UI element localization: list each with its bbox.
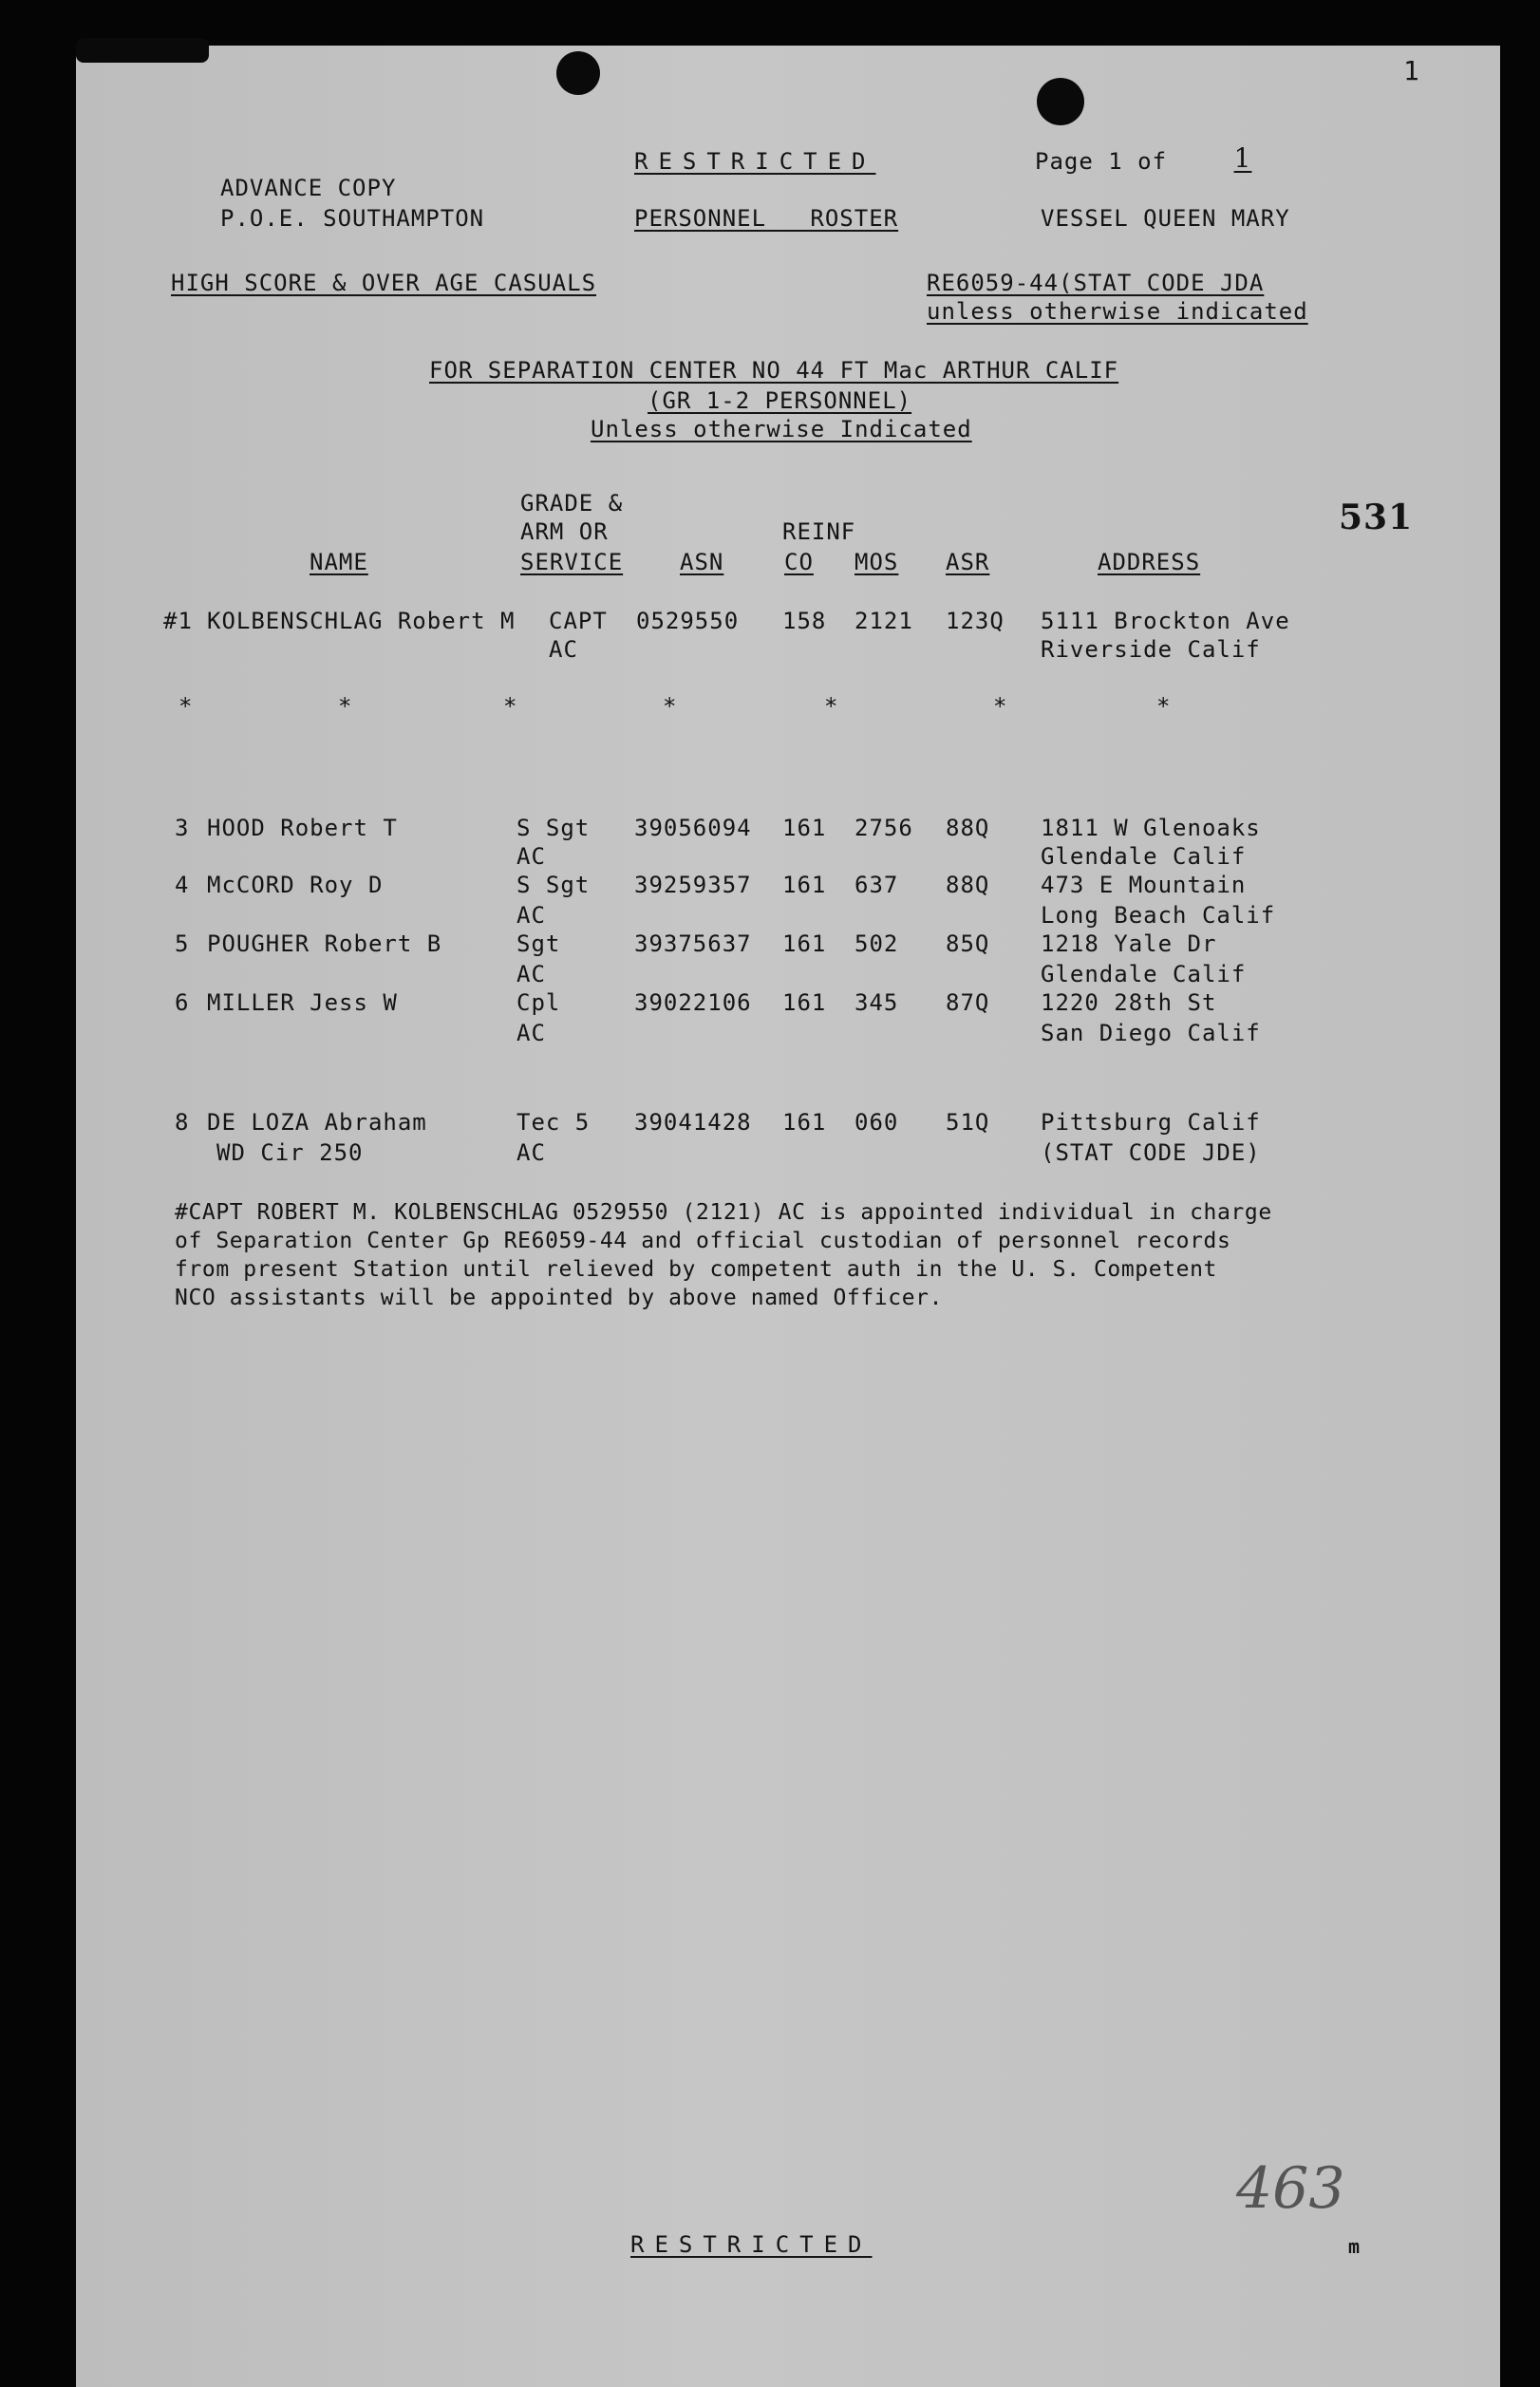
row-arm: AC (516, 1020, 546, 1046)
reinf-header: REINF (782, 518, 856, 545)
advance-copy-label: ADVANCE COPY (220, 175, 397, 201)
row-name: POUGHER Robert B (207, 930, 442, 957)
center-line-2: (GR 1-2 PERSONNEL) (648, 387, 912, 414)
row-grade: Tec 5 (516, 1109, 591, 1136)
row-name: HOOD Robert T (207, 815, 398, 841)
row-mos: 502 (855, 930, 899, 957)
row-address-1: Pittsburg Calif (1041, 1109, 1261, 1136)
asterisk: * (178, 693, 194, 720)
restricted-top: RESTRICTED (634, 148, 876, 175)
row-asr: 85Q (946, 930, 990, 957)
row-address-1: 1220 28th St (1041, 989, 1217, 1016)
row-address-2: Long Beach Calif (1041, 902, 1276, 929)
row-mos: 060 (855, 1109, 899, 1136)
row-grade: CAPT (549, 608, 608, 634)
row-number: 5 (175, 930, 190, 957)
row-extra-note: WD Cir 250 (216, 1139, 364, 1166)
row-co: 161 (782, 815, 827, 841)
center-line-1: FOR SEPARATION CENTER NO 44 FT Mac ARTHUR CALIF (429, 357, 1119, 384)
punch-hole-left (556, 51, 600, 95)
row-co: 161 (782, 930, 827, 957)
row-mos: 2756 (855, 815, 913, 841)
row-asn: 39375637 (634, 930, 752, 957)
torn-corner (76, 38, 209, 63)
row-arm: AC (516, 843, 546, 870)
row-address-1: 1811 W Glenoaks (1041, 815, 1261, 841)
row-co: 161 (782, 872, 827, 898)
row-co: 161 (782, 989, 827, 1016)
asterisk: * (503, 693, 518, 720)
address-header: ADDRESS (1098, 549, 1201, 575)
row-address-1: 1218 Yale Dr (1041, 930, 1217, 957)
row-name: McCORD Roy D (207, 872, 384, 898)
row-address-2: Glendale Calif (1041, 843, 1247, 870)
mos-header: MOS (855, 549, 899, 575)
code-line-2: unless otherwise indicated (927, 298, 1308, 325)
page-total-value: 1 (1233, 142, 1252, 174)
row-mos: 345 (855, 989, 899, 1016)
asr-header: ASR (946, 549, 990, 575)
footnote-line-4: NCO assistants will be appointed by above named Officer. (175, 1286, 944, 1310)
punch-hole-right (1037, 78, 1084, 125)
code-line-1: RE6059-44(STAT CODE JDA (927, 270, 1265, 296)
grade-header-mid: ARM OR (520, 518, 609, 545)
row-asr: 88Q (946, 815, 990, 841)
row-address-2: San Diego Calif (1041, 1020, 1261, 1046)
row-number: 6 (175, 989, 190, 1016)
row-name: MILLER Jess W (207, 989, 398, 1016)
asterisk: * (993, 693, 1008, 720)
row-grade: Cpl (516, 989, 561, 1016)
corner-mark: m (1348, 2235, 1362, 2258)
row-number: #1 (163, 608, 193, 634)
row-address-2: (STAT CODE JDE) (1041, 1139, 1261, 1166)
footnote-line-1: #CAPT ROBERT M. KOLBENSCHLAG 0529550 (2121) AC is appointed individual in charge (175, 1200, 1272, 1225)
row-arm: AC (516, 961, 546, 987)
footnote-line-2: of Separation Center Gp RE6059-44 and official custodian of personnel records (175, 1229, 1231, 1253)
row-address-2: Riverside Calif (1041, 636, 1261, 663)
grade-header-bottom: SERVICE (520, 549, 624, 575)
row-arm: AC (516, 1139, 546, 1166)
row-asn: 39041428 (634, 1109, 752, 1136)
center-line-3: Unless otherwise Indicated (591, 416, 972, 442)
asterisk: * (824, 693, 839, 720)
row-name: KOLBENSCHLAG Robert M (207, 608, 516, 634)
row-address-1: 473 E Mountain (1041, 872, 1247, 898)
row-arm: AC (516, 902, 546, 929)
row-grade: Sgt (516, 930, 561, 957)
row-asn: 0529550 (636, 608, 740, 634)
handwritten-number: 463 (1236, 2155, 1345, 2222)
page-total (1183, 142, 1303, 174)
row-number: 3 (175, 815, 190, 841)
row-asn: 39056094 (634, 815, 752, 841)
row-asr: 123Q (946, 608, 1005, 634)
row-co: 161 (782, 1109, 827, 1136)
page-label: Page 1 of (1035, 148, 1168, 175)
row-mos: 637 (855, 872, 899, 898)
footnote-line-3: from present Station until relieved by competent auth in the U. S. Competent (175, 1257, 1217, 1282)
row-co: 158 (782, 608, 827, 634)
row-grade: S Sgt (516, 872, 591, 898)
row-address-2: Glendale Calif (1041, 961, 1247, 987)
poe-label: P.O.E. SOUTHAMPTON (220, 205, 485, 232)
row-asr: 51Q (946, 1109, 990, 1136)
name-header: NAME (310, 549, 368, 575)
top-right-mark: 1 (1403, 55, 1420, 86)
asterisk: * (338, 693, 353, 720)
roster-title: PERSONNEL _ ROSTER (634, 205, 899, 232)
row-number: 4 (175, 872, 190, 898)
asn-header: ASN (680, 549, 724, 575)
row-grade: S Sgt (516, 815, 591, 841)
vessel-label: VESSEL QUEEN MARY (1041, 205, 1290, 232)
grade-header-top: GRADE & (520, 490, 624, 517)
row-number: 8 (175, 1109, 190, 1136)
row-asn: 39022106 (634, 989, 752, 1016)
casuals-label: HIGH SCORE & OVER AGE CASUALS (171, 270, 597, 296)
row-mos: 2121 (855, 608, 913, 634)
restricted-bottom: RESTRICTED (630, 2231, 873, 2258)
asterisk: * (1156, 693, 1172, 720)
row-name: DE LOZA Abraham (207, 1109, 427, 1136)
asterisk: * (663, 693, 678, 720)
row-address-1: 5111 Brockton Ave (1041, 608, 1290, 634)
row-asr: 87Q (946, 989, 990, 1016)
row-asn: 39259357 (634, 872, 752, 898)
row-arm: AC (549, 636, 578, 663)
co-header: CO (784, 549, 814, 575)
stamp-number: 531 (1339, 498, 1414, 537)
row-asr: 88Q (946, 872, 990, 898)
